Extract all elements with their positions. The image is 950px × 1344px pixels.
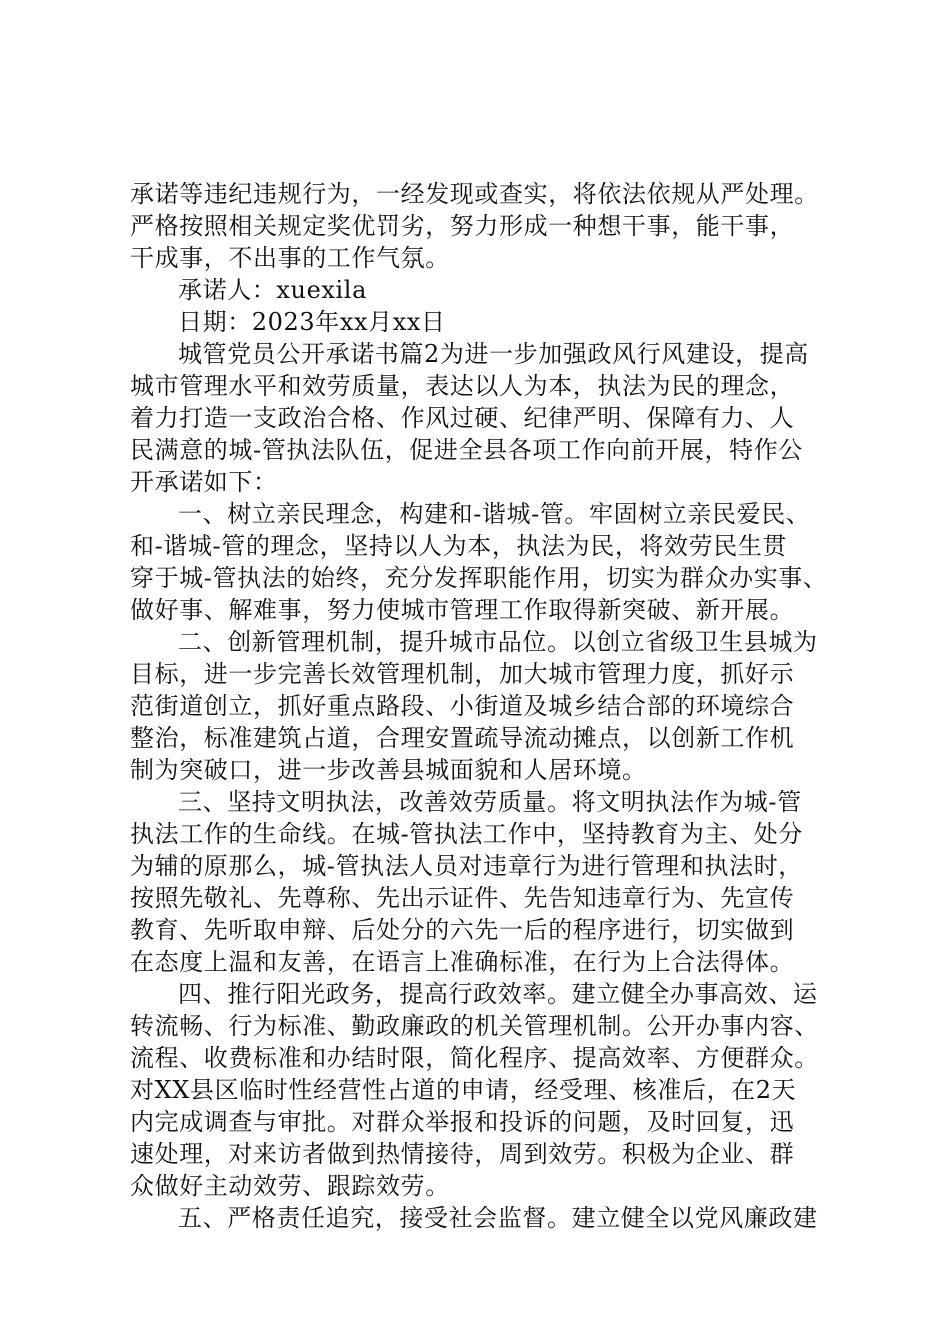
section-title-line: 城管党员公开承诺书篇2为进一步加强政风行风建设，提高: [178, 340, 809, 368]
paragraph-1-start: 一、树立亲民理念，构建和-谐城-管。牢固树立亲民爱民、: [178, 500, 811, 528]
text-line: 做好事、解难事，努力使城市管理工作取得新突破、新开展。: [130, 596, 795, 624]
paragraph-2-start: 二、创新管理机制，提升城市品位。以创立省级卫生县城为: [178, 628, 818, 656]
text-line: 在态度上温和友善，在语言上准确标准，在行为上合法得体。: [130, 948, 795, 976]
text-line: 为辅的原那么，城-管执法人员对违章行为进行管理和执法时，: [130, 852, 803, 880]
text-line: 速处理，对来访者做到热情接待，周到效劳。积极为企业、群: [130, 1140, 795, 1168]
text-line: 民满意的城-管执法队伍，促进全县各项工作向前开展，特作公: [130, 436, 803, 464]
text-line: 干成事，不出事的工作气氛。: [130, 244, 450, 272]
text-line: 众做好主动效劳、跟踪效劳。: [130, 1172, 450, 1200]
paragraph-4-start: 四、推行阳光政务，提高行政效率。建立健全办事高效、运: [178, 980, 818, 1008]
text-line: 执法工作的生命线。在城-管执法工作中，坚持教育为主、处分: [130, 820, 803, 848]
date-line: 日期：2023年xx月xx日: [178, 308, 446, 336]
paragraph-5-start: 五、严格责任追究，接受社会监督。建立健全以党风廉政建: [178, 1204, 818, 1232]
promisor-line: 承诺人：xuexila: [178, 276, 367, 304]
text-line: 转流畅、行为标准、勤政廉政的机关管理机制。公开办事内容、: [130, 1012, 819, 1040]
text-line: 承诺等违纪违规行为，一经发现或查实，将依法依规从严处理。: [130, 180, 819, 208]
text-line: 整治，标准建筑占道，合理安置疏导流动摊点，以创新工作机: [130, 724, 795, 752]
text-line: 对XX县区临时性经营性占道的申请，经受理、核准后，在2天: [130, 1076, 797, 1104]
text-line: 严格按照相关规定奖优罚劣，努力形成一种想干事，能干事，: [130, 212, 795, 240]
text-line: 教育、先听取申辩、后处分的六先一后的程序进行，切实做到: [130, 916, 795, 944]
text-line: 穿于城-管执法的始终，充分发挥职能作用，切实为群众办实事、: [130, 564, 828, 592]
text-line: 着力打造一支政治合格、作风过硬、纪律严明、保障有力、人: [130, 404, 795, 432]
text-line: 内完成调查与审批。对群众举报和投诉的问题，及时回复，迅: [130, 1108, 795, 1136]
paragraph-3-start: 三、坚持文明执法，改善效劳质量。将文明执法作为城-管: [178, 788, 802, 816]
text-line: 城市管理水平和效劳质量，表达以人为本，执法为民的理念，: [130, 372, 795, 400]
text-line: 按照先敬礼、先尊称、先出示证件、先告知违章行为、先宣传: [130, 884, 795, 912]
text-line: 范街道创立，抓好重点路段、小街道及城乡结合部的环境综合: [130, 692, 795, 720]
text-line: 和-谐城-管的理念，坚持以人为本，执法为民，将效劳民生贯: [130, 532, 788, 560]
text-line: 开承诺如下：: [130, 468, 278, 496]
text-line: 流程、收费标准和办结时限，简化程序、提高效率、方便群众。: [130, 1044, 819, 1072]
text-line: 制为突破口，进一步改善县城面貌和人居环境。: [130, 756, 647, 784]
text-line: 目标，进一步完善长效管理机制，加大城市管理力度，抓好示: [130, 660, 795, 688]
